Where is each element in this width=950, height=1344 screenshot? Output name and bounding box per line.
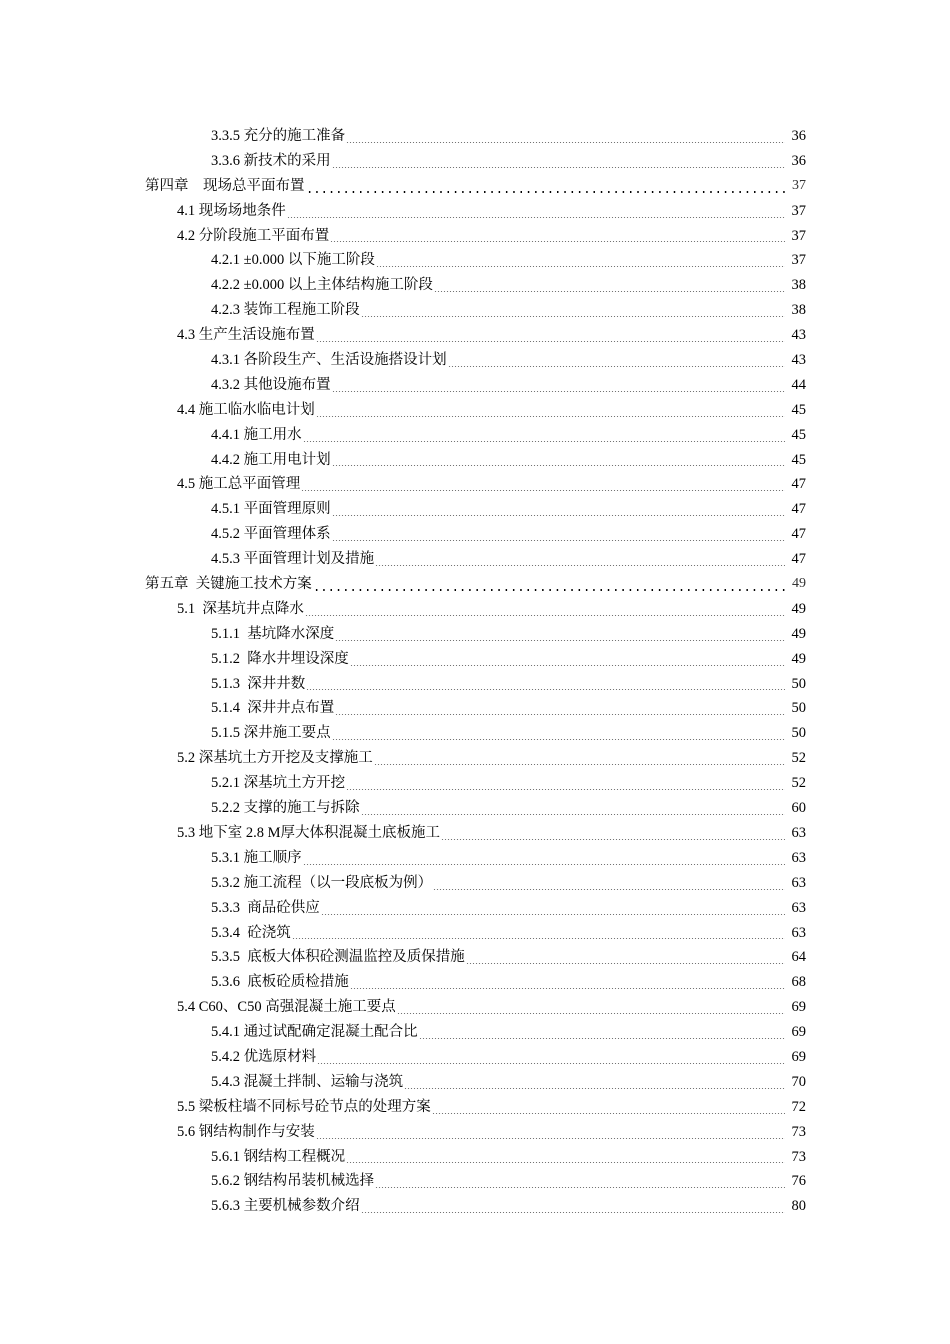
toc-page-number: 49 — [791, 600, 806, 617]
toc-dot-leader — [335, 696, 785, 721]
toc-dot-leader — [306, 174, 786, 199]
toc-dot-leader — [317, 1045, 785, 1070]
toc-dot-leader — [466, 945, 785, 970]
toc-dot-leader — [419, 1020, 785, 1045]
toc-entry-title: 4.5.3 平面管理计划及措施 — [211, 551, 375, 568]
toc-page-number: 63 — [791, 824, 806, 841]
toc-entry-title: 4.5.1 平面管理原则 — [211, 501, 331, 518]
toc-dot-leader — [441, 821, 785, 846]
toc-section-entry[interactable] — [0, 149, 950, 174]
toc-dot-leader — [350, 647, 785, 672]
toc-dot-leader — [303, 423, 785, 448]
toc-page-number: 63 — [791, 849, 806, 866]
toc-page-number: 52 — [791, 775, 806, 792]
toc-dot-leader — [332, 522, 785, 547]
toc-page-number: 73 — [791, 1148, 806, 1165]
toc-entry-title: 4.4.1 施工用水 — [211, 426, 302, 443]
toc-section-entry[interactable] — [0, 647, 950, 672]
toc-entry-title: 4.3.1 各阶段生产、生活设施搭设计划 — [211, 352, 447, 369]
toc-dot-leader — [374, 746, 785, 771]
toc-page-number: 69 — [791, 999, 806, 1016]
toc-page-number: 37 — [791, 252, 806, 269]
toc-page-number: 72 — [791, 1098, 806, 1115]
toc-dot-leader — [332, 149, 785, 174]
toc-entry-title: 5.3.1 施工顺序 — [211, 849, 302, 866]
toc-page-number: 49 — [792, 576, 806, 592]
toc-entry-title: 5.4.3 混凝土拌制、运输与浇筑 — [211, 1073, 404, 1090]
toc-section-entry[interactable] — [0, 622, 950, 647]
toc-page-number: 45 — [791, 426, 806, 443]
toc-section-entry[interactable] — [0, 373, 950, 398]
toc-entry-title: 5.1.3 深井井数 — [211, 675, 306, 692]
toc-entry-title: 4.2.1 ±0.000 以下施工阶段 — [211, 252, 375, 269]
toc-section-entry[interactable] — [0, 398, 950, 423]
toc-section-entry[interactable] — [0, 796, 950, 821]
toc-dot-leader — [306, 672, 785, 697]
toc-dot-leader — [432, 1095, 785, 1120]
toc-dot-leader — [361, 796, 785, 821]
toc-page-number: 45 — [791, 451, 806, 468]
toc-page-number: 49 — [791, 625, 806, 642]
toc-entry-title: 5.4 C60、C50 高强混凝土施工要点 — [177, 999, 396, 1016]
toc-section-entry[interactable] — [0, 921, 950, 946]
toc-page-number: 50 — [791, 700, 806, 717]
toc-section-entry[interactable] — [0, 746, 950, 771]
toc-page-number: 47 — [791, 551, 806, 568]
toc-entry-title: 5.5 梁板柱墙不同标号砼节点的处理方案 — [177, 1098, 431, 1115]
toc-section-entry[interactable] — [0, 472, 950, 497]
toc-entry-title: 5.1.1 基坑降水深度 — [211, 625, 335, 642]
toc-dot-leader — [376, 248, 785, 273]
toc-page-number: 64 — [791, 949, 806, 966]
toc-dot-leader — [332, 721, 785, 746]
toc-section-entry[interactable] — [0, 846, 950, 871]
toc-page-number: 47 — [791, 501, 806, 518]
toc-section-entry[interactable] — [0, 522, 950, 547]
toc-dot-leader — [346, 124, 785, 149]
toc-dot-leader — [287, 199, 785, 224]
toc-page-number: 60 — [791, 800, 806, 817]
toc-page-number: 63 — [791, 874, 806, 891]
toc-dot-leader — [301, 472, 785, 497]
toc-page-number: 37 — [792, 177, 806, 193]
toc-section-entry[interactable] — [0, 124, 950, 149]
toc-dot-leader — [404, 1070, 785, 1095]
toc-dot-leader — [433, 871, 785, 896]
toc-page-number: 36 — [791, 152, 806, 169]
toc-entry-title: 5.1.2 降水井埋设深度 — [211, 650, 349, 667]
toc-entry-title: 5.3.6 底板砼质检措施 — [211, 974, 349, 991]
toc-section-entry[interactable] — [0, 896, 950, 921]
toc-section-entry[interactable] — [0, 1045, 950, 1070]
toc-section-entry[interactable] — [0, 497, 950, 522]
toc-page-number: 47 — [791, 526, 806, 543]
toc-section-entry[interactable] — [0, 995, 950, 1020]
toc-section-entry[interactable] — [0, 199, 950, 224]
toc-entry-title: 4.5.2 平面管理体系 — [211, 526, 331, 543]
toc-page-number: 45 — [791, 401, 806, 418]
toc-page-number: 80 — [791, 1198, 806, 1215]
toc-section-entry[interactable] — [0, 423, 950, 448]
toc-section-entry[interactable] — [0, 1169, 950, 1194]
toc-section-entry[interactable] — [0, 721, 950, 746]
toc-page-number: 38 — [791, 302, 806, 319]
toc-dot-leader — [316, 398, 785, 423]
toc-dot-leader — [332, 497, 785, 522]
toc-section-entry[interactable] — [0, 672, 950, 697]
toc-dot-leader — [397, 995, 785, 1020]
toc-chapter-entry[interactable] — [0, 174, 950, 199]
toc-page-number: 43 — [791, 352, 806, 369]
toc-chapter-entry[interactable] — [0, 572, 950, 597]
toc-page-number: 63 — [791, 899, 806, 916]
toc-entry-title: 5.3.2 施工流程（以一段底板为例） — [211, 874, 433, 891]
toc-dot-leader — [361, 298, 785, 323]
toc-entry-title: 4.5 施工总平面管理 — [177, 476, 301, 493]
toc-dot-leader — [313, 572, 785, 597]
table-of-contents — [0, 124, 950, 1219]
toc-page-number: 43 — [791, 327, 806, 344]
toc-section-entry[interactable] — [0, 323, 950, 348]
toc-entry-title: 4.4 施工临水临电计划 — [177, 401, 315, 418]
toc-section-entry[interactable] — [0, 547, 950, 572]
toc-dot-leader — [434, 273, 785, 298]
toc-page-number: 68 — [791, 974, 806, 991]
toc-entry-title: 3.3.6 新技术的采用 — [211, 152, 331, 169]
toc-dot-leader — [316, 1120, 785, 1145]
toc-page-number: 76 — [791, 1173, 806, 1190]
toc-entry-title: 4.2.2 ±0.000 以上主体结构施工阶段 — [211, 277, 433, 294]
toc-dot-leader — [321, 896, 785, 921]
toc-section-entry[interactable] — [0, 1145, 950, 1170]
toc-section-entry[interactable] — [0, 1020, 950, 1045]
toc-page-number: 38 — [791, 277, 806, 294]
toc-section-entry[interactable] — [0, 1120, 950, 1145]
toc-entry-title: 第四章 现场总平面布置 — [145, 177, 305, 194]
toc-page-number: 37 — [791, 202, 806, 219]
toc-entry-title: 5.6 钢结构制作与安装 — [177, 1123, 315, 1140]
toc-entry-title: 5.3.5 底板大体积砼测温监控及质保措施 — [211, 949, 465, 966]
toc-dot-leader — [335, 622, 785, 647]
toc-section-entry[interactable] — [0, 821, 950, 846]
toc-dot-leader — [305, 597, 785, 622]
toc-section-entry[interactable] — [0, 248, 950, 273]
toc-dot-leader — [350, 970, 785, 995]
toc-dot-leader — [361, 1194, 785, 1219]
toc-section-entry[interactable] — [0, 871, 950, 896]
toc-entry-title: 5.2.2 支撑的施工与拆除 — [211, 800, 360, 817]
toc-section-entry[interactable] — [0, 970, 950, 995]
toc-entry-title: 5.4.1 通过试配确定混凝土配合比 — [211, 1024, 418, 1041]
toc-section-entry[interactable] — [0, 945, 950, 970]
toc-entry-title: 5.3 地下室 2.8 M厚大体积混凝土底板施工 — [177, 824, 441, 841]
toc-entry-title: 4.4.2 施工用电计划 — [211, 451, 331, 468]
toc-page-number: 49 — [791, 650, 806, 667]
toc-entry-title: 4.3.2 其他设施布置 — [211, 376, 331, 393]
toc-entry-title: 5.4.2 优选原材料 — [211, 1048, 317, 1065]
toc-page-number: 50 — [791, 725, 806, 742]
toc-dot-leader — [292, 921, 785, 946]
toc-section-entry[interactable] — [0, 696, 950, 721]
toc-page-number: 37 — [791, 227, 806, 244]
toc-page-number: 70 — [791, 1073, 806, 1090]
toc-dot-leader — [332, 448, 785, 473]
toc-page-number: 50 — [791, 675, 806, 692]
toc-section-entry[interactable] — [0, 771, 950, 796]
toc-section-entry[interactable] — [0, 298, 950, 323]
toc-entry-title: 第五章 关键施工技术方案 — [145, 576, 312, 593]
toc-section-entry[interactable] — [0, 1095, 950, 1120]
toc-section-entry[interactable] — [0, 273, 950, 298]
toc-page-number: 52 — [791, 750, 806, 767]
toc-entry-title: 4.2.3 装饰工程施工阶段 — [211, 302, 360, 319]
toc-dot-leader — [303, 846, 785, 871]
toc-entry-title: 5.1.4 深井井点布置 — [211, 700, 335, 717]
toc-section-entry[interactable] — [0, 1194, 950, 1219]
toc-section-entry[interactable] — [0, 348, 950, 373]
toc-page-number: 47 — [791, 476, 806, 493]
toc-entry-title: 5.6.1 钢结构工程概况 — [211, 1148, 346, 1165]
toc-entry-title: 5.2.1 深基坑土方开挖 — [211, 775, 346, 792]
toc-entry-title: 4.2 分阶段施工平面布置 — [177, 227, 330, 244]
toc-entry-title: 3.3.5 充分的施工准备 — [211, 128, 346, 144]
toc-dot-leader — [316, 323, 785, 348]
toc-dot-leader — [375, 547, 785, 572]
toc-entry-title: 5.3.4 砼浇筑 — [211, 924, 291, 941]
toc-entry-title: 5.1 深基坑井点降水 — [177, 600, 304, 617]
toc-page-number: 69 — [791, 1024, 806, 1041]
toc-dot-leader — [448, 348, 785, 373]
toc-page-number: 36 — [791, 128, 806, 144]
toc-dot-leader — [330, 224, 785, 249]
toc-dot-leader — [375, 1169, 785, 1194]
toc-entry-title: 5.3.3 商品砼供应 — [211, 899, 320, 916]
toc-section-entry[interactable] — [0, 1070, 950, 1095]
toc-page-number: 73 — [791, 1123, 806, 1140]
toc-section-entry[interactable] — [0, 448, 950, 473]
toc-entry-title: 5.6.3 主要机械参数介绍 — [211, 1198, 360, 1215]
toc-entry-title: 5.2 深基坑土方开挖及支撑施工 — [177, 750, 373, 767]
toc-page-number: 69 — [791, 1048, 806, 1065]
toc-page-number: 63 — [791, 924, 806, 941]
toc-dot-leader — [346, 771, 785, 796]
toc-section-entry[interactable] — [0, 224, 950, 249]
toc-dot-leader — [346, 1145, 785, 1170]
toc-page-number: 44 — [791, 376, 806, 393]
toc-section-entry[interactable] — [0, 597, 950, 622]
toc-entry-title: 5.6.2 钢结构吊装机械选择 — [211, 1173, 375, 1190]
toc-entry-title: 5.1.5 深井施工要点 — [211, 725, 331, 742]
toc-dot-leader — [332, 373, 785, 398]
toc-entry-title: 4.3 生产生活设施布置 — [177, 327, 315, 344]
toc-entry-title: 4.1 现场场地条件 — [177, 202, 286, 219]
